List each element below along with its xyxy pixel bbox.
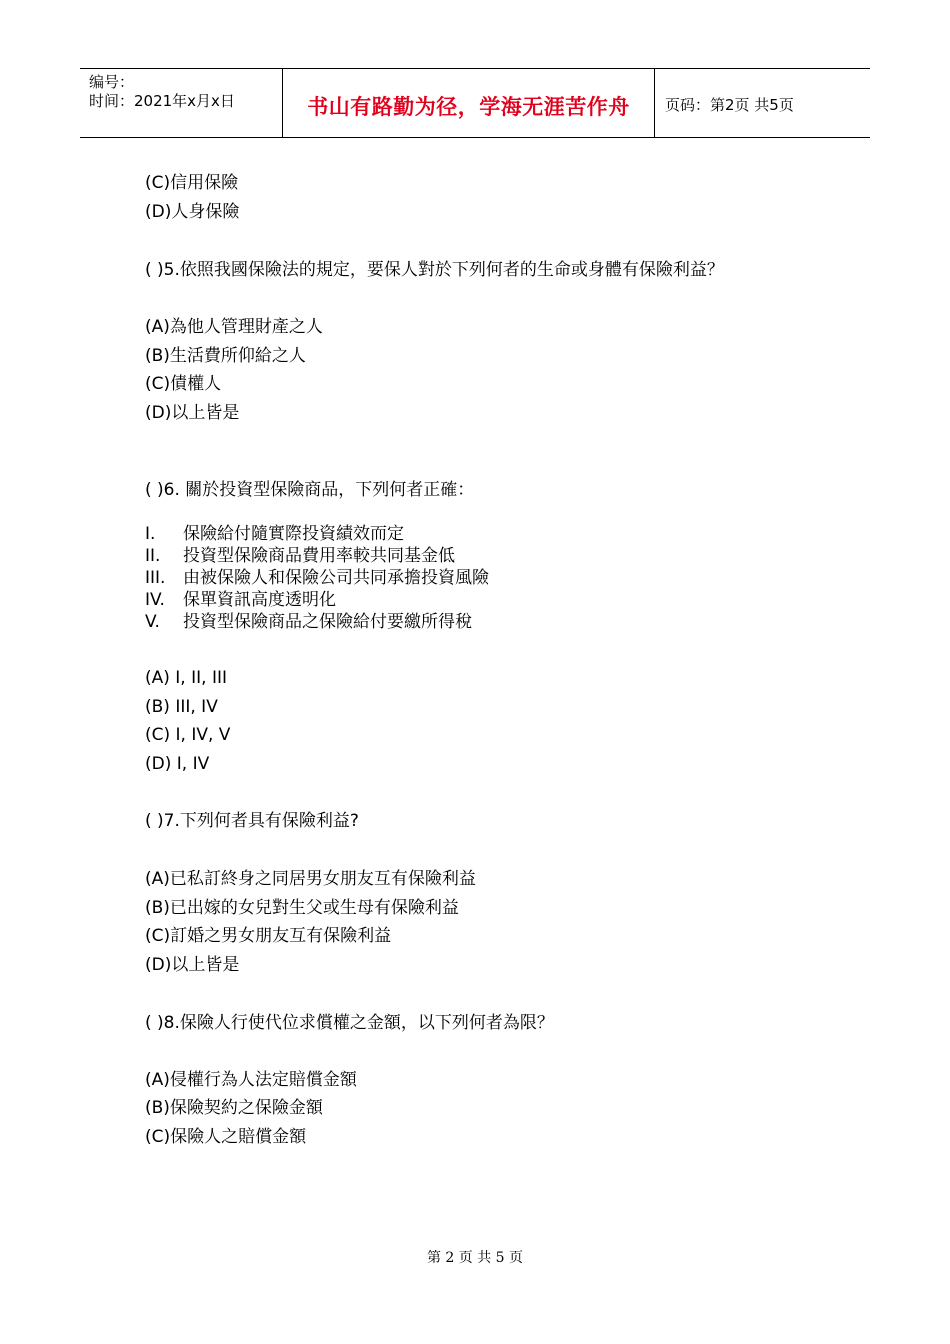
roman-list-item [145, 567, 489, 589]
question-7: ( )7.下列何者具有保險利益? [145, 811, 359, 831]
option-line: (C)訂婚之男女朋友互有保險利益 [145, 926, 392, 946]
option-line: (C)保險人之賠償金額 [145, 1127, 307, 1147]
roman-item-text: 保單資訊高度透明化 [183, 590, 336, 610]
option-line: (C) I, IV, V [145, 725, 231, 745]
option-line: (A)侵權行為人法定賠償金額 [145, 1070, 357, 1090]
roman-numeral: IV. [145, 590, 165, 610]
document-date: 时间：2021年x月x日 [89, 92, 235, 110]
roman-numeral: II. [145, 546, 161, 566]
roman-item-text: 投資型保險商品費用率較共同基金低 [183, 546, 455, 566]
option-line: (D) I, IV [145, 754, 210, 774]
question-8: ( )8.保險人行使代位求償權之金額，以下列何者為限？ [145, 1013, 554, 1033]
option-line: (B)保險契約之保險金額 [145, 1098, 323, 1118]
option-line: (B) III, IV [145, 697, 218, 717]
header-info-cell [80, 69, 283, 137]
option-line: (D)人身保險 [145, 202, 240, 222]
option-line: (D)以上皆是 [145, 955, 240, 975]
option-line: (D)以上皆是 [145, 403, 240, 423]
option-line: (B)已出嫁的女兒對生父或生母有保險利益 [145, 898, 459, 918]
header-motto: 书山有路勤为径，学海无涯苦作舟 [307, 94, 630, 119]
option-line: (A) I, II, III [145, 668, 227, 688]
header-motto-cell [283, 69, 655, 137]
header-page-cell [655, 69, 870, 137]
roman-item-text: 投資型保險商品之保險給付要繳所得稅 [183, 612, 472, 632]
question-5: ( )5.依照我國保險法的規定，要保人對於下列何者的生命或身體有保險利益？ [145, 260, 724, 280]
roman-numeral: I. [145, 524, 156, 544]
header-page-info: 页码：第2页 共5页 [665, 96, 794, 114]
page-header [80, 68, 870, 138]
roman-list-item [145, 523, 404, 545]
question-6: ( )6. 關於投資型保險商品，下列何者正確： [145, 480, 475, 500]
option-line: (C)信用保險 [145, 173, 239, 193]
option-line: (C)債權人 [145, 374, 222, 394]
roman-item-text: 保險給付隨實際投資績效而定 [183, 524, 404, 544]
option-line: (A)為他人管理財產之人 [145, 317, 323, 337]
roman-list-item [145, 611, 472, 633]
page-footer: 第 2 页 共 5 页 [426, 1250, 524, 1266]
roman-list-item [145, 545, 455, 567]
roman-numeral: III. [145, 568, 166, 588]
option-line: (A)已私訂終身之同居男女朋友互有保險利益 [145, 869, 476, 889]
roman-numeral: V. [145, 612, 160, 632]
roman-item-text: 由被保險人和保險公司共同承擔投資風險 [183, 568, 489, 588]
roman-list-item [145, 589, 336, 611]
option-line: (B)生活費所仰給之人 [145, 346, 306, 366]
document-number-label: 编号： [89, 73, 135, 91]
